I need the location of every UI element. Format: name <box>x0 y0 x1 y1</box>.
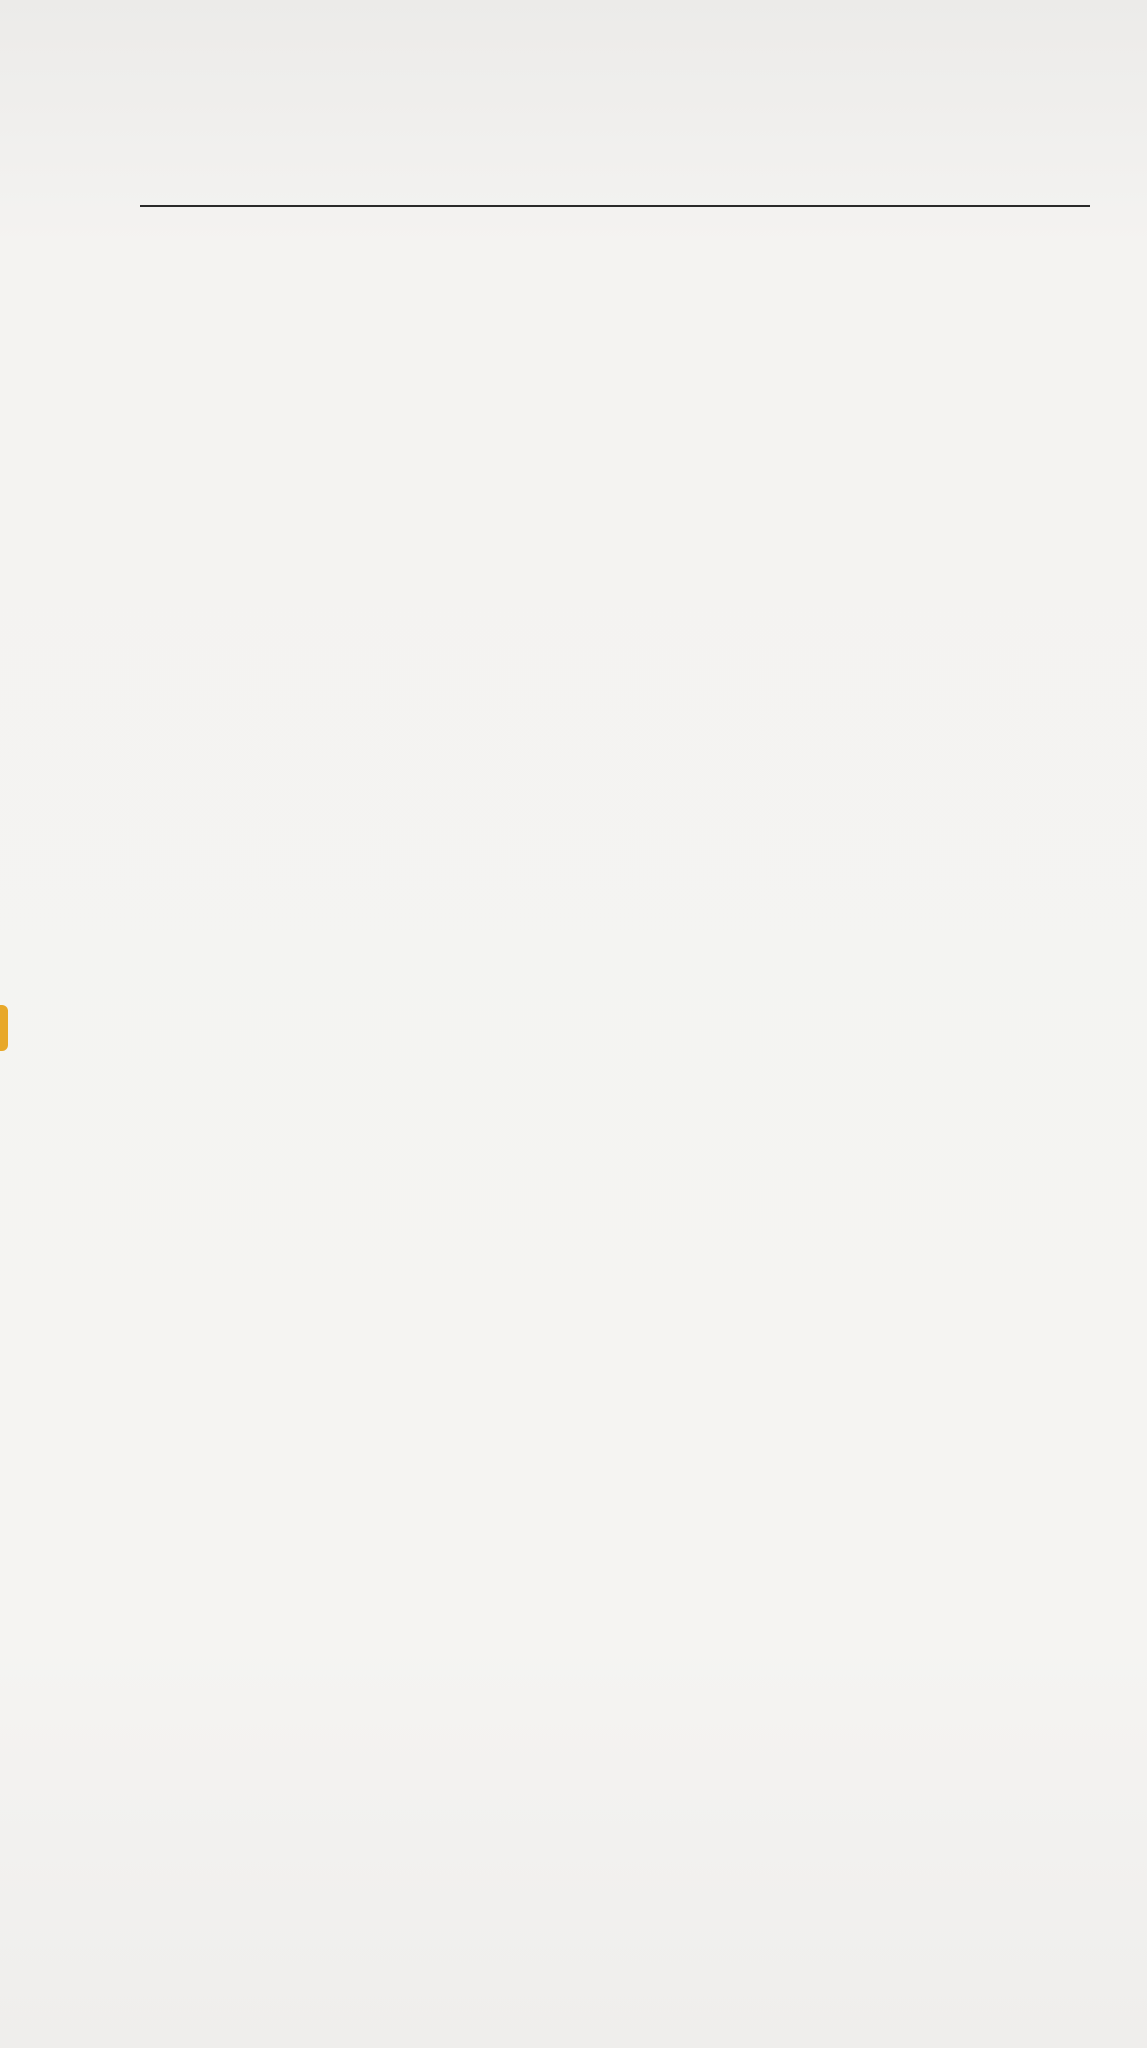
header-rule <box>140 205 1090 207</box>
thumb-mark <box>0 1005 8 1051</box>
